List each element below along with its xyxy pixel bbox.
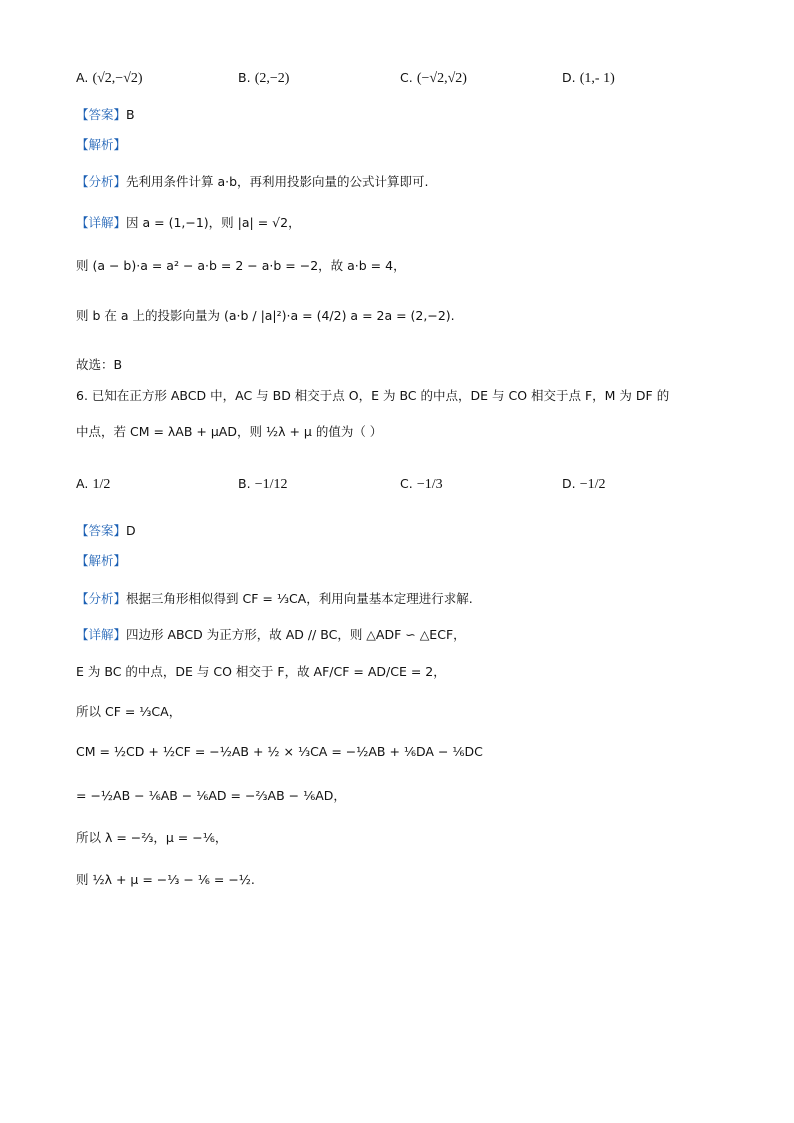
option-label: C. (400, 70, 413, 85)
question-6-line-1 (76, 386, 669, 407)
detail-text: 则 ½λ + μ = −⅓ − ⅙ = −½. (76, 872, 255, 887)
option-value: −1/12 (254, 477, 288, 492)
option-value: −1/3 (416, 477, 443, 492)
detail-text: 所以 CF = ⅓CA， (76, 704, 182, 719)
prev-detail-line-2 (76, 256, 406, 277)
answer-tag: 【答案】 (76, 523, 127, 538)
q6-fenxi (76, 589, 473, 610)
detail-text: E 为 BC 的中点，DE 与 CO 相交于 F，故 AF/CF = AD/CE = 2， (76, 664, 446, 679)
answer-tag: 【答案】 (76, 107, 127, 122)
option-value: (1,- 1) (579, 71, 615, 86)
q6-detail-line-5 (76, 786, 346, 807)
prev-option-d (562, 68, 615, 89)
option-value: 1/2 (92, 477, 111, 492)
prev-detail-line-3 (76, 306, 455, 327)
option-label: B. (238, 476, 251, 491)
q6-detail-line-6 (76, 828, 227, 849)
choice-text: 故选：B (76, 357, 123, 372)
question-text: 中点，若 CM = λAB + μAD，则 ½λ + μ 的值为（ ） (76, 424, 383, 439)
q6-analysis-heading (76, 551, 126, 572)
prev-choice (76, 355, 122, 376)
prev-option-c (400, 68, 467, 89)
q6-option-a (76, 474, 110, 495)
fenxi-tag: 【分析】 (76, 174, 127, 189)
detail-text: = −½AB − ⅙AB − ⅙AD = −⅔AB − ⅙AD， (76, 788, 346, 803)
detail-tag: 【详解】 (76, 215, 127, 230)
option-value: (2,−2) (254, 71, 290, 86)
q6-option-b (238, 474, 288, 495)
prev-analysis-heading (76, 135, 126, 156)
answer-value: D (126, 523, 136, 538)
answer-value: B (126, 107, 135, 122)
question-6-line-2 (76, 422, 382, 443)
prev-answer (76, 105, 135, 126)
option-label: B. (238, 70, 251, 85)
detail-text: 所以 λ = −⅔，μ = −⅙， (76, 830, 228, 845)
q6-detail-line-4 (76, 742, 483, 763)
q6-option-d (562, 474, 606, 495)
detail-text: CM = ½CD + ½CF = −½AB + ½ × ⅓CA = −½AB + ⅙DA − ⅙DC (76, 744, 483, 759)
q6-option-c (400, 474, 443, 495)
detail-text: 则 (a − b)·a = a² − a·b = 2 − a·b = −2，故 a·b = 4， (76, 258, 406, 273)
q6-detail-line-7 (76, 870, 255, 891)
option-value: (−√2,√2) (416, 71, 467, 86)
prev-option-b (238, 68, 289, 89)
analysis-tag: 【解析】 (76, 553, 127, 568)
option-value: −1/2 (579, 477, 606, 492)
fenxi-tag: 【分析】 (76, 591, 127, 606)
option-label: A. (76, 476, 89, 491)
detail-text: 则 b 在 a 上的投影向量为 (a·b / |a|²)·a = (4/2) a = 2a = (2,−2). (76, 308, 455, 323)
prev-option-a (76, 68, 143, 89)
option-label: D. (562, 476, 576, 491)
fenxi-text: 根据三角形相似得到 CF = ⅓CA，利用向量基本定理进行求解. (126, 591, 473, 606)
q6-detail-line-2 (76, 662, 446, 683)
detail-tag: 【详解】 (76, 627, 127, 642)
detail-text: 因 a = (1,−1)，则 |a| = √2， (126, 215, 301, 230)
prev-fenxi (76, 172, 429, 193)
option-label: A. (76, 70, 89, 85)
option-value: (√2,−√2) (92, 71, 143, 86)
detail-text: 四边形 ABCD 为正方形，故 AD // BC，则 △ADF ∽ △ECF， (126, 627, 466, 642)
fenxi-text: 先利用条件计算 a·b，再利用投影向量的公式计算即可. (126, 174, 429, 189)
prev-detail-line-1 (76, 213, 301, 234)
option-label: D. (562, 70, 576, 85)
q6-answer (76, 521, 136, 542)
option-label: C. (400, 476, 413, 491)
question-text: 6. 已知在正方形 ABCD 中，AC 与 BD 相交于点 O，E 为 BC 的中点，DE 与 CO 相交于点 F，M 为 DF 的 (76, 388, 670, 403)
analysis-tag: 【解析】 (76, 137, 127, 152)
q6-detail-line-1 (76, 625, 466, 646)
q6-detail-line-3 (76, 702, 181, 723)
